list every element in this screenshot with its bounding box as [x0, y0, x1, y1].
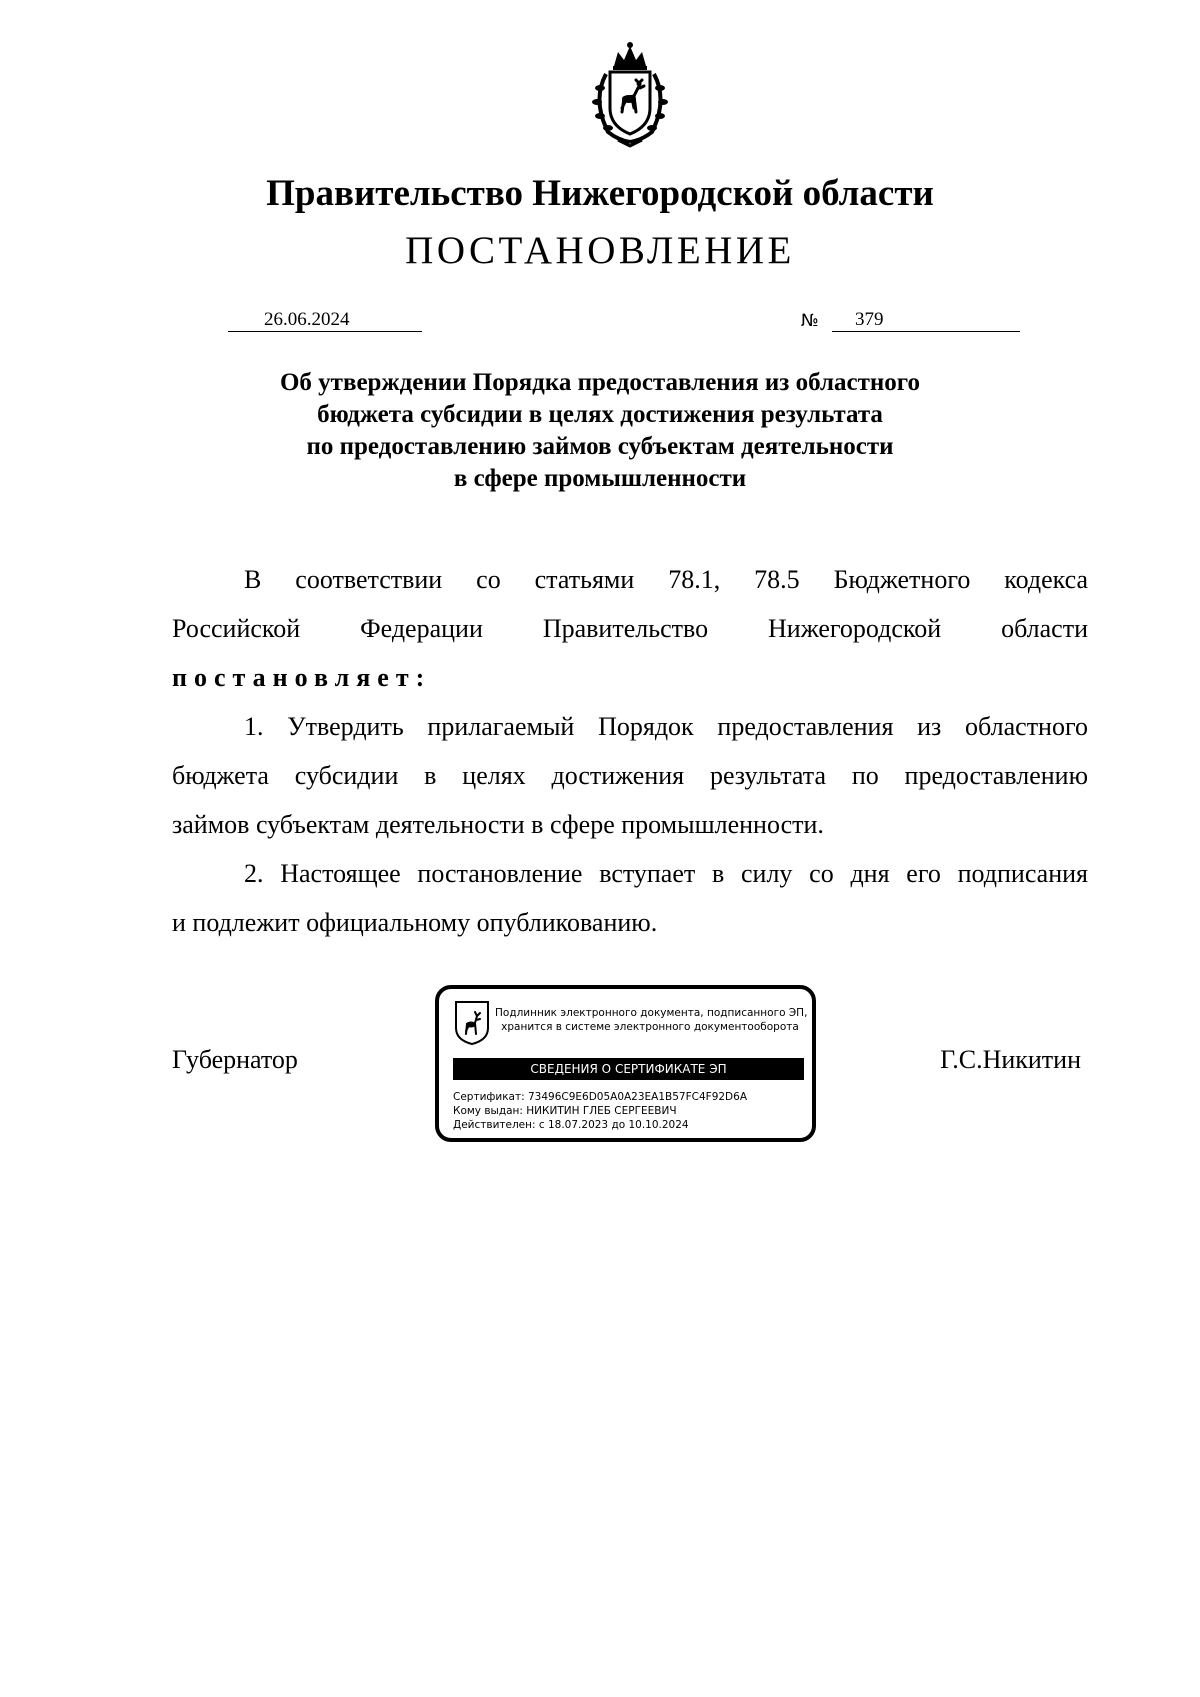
- government-title: Правительство Нижегородской области: [266, 173, 934, 214]
- signatory-position: Губернатор: [172, 1045, 298, 1074]
- document-type: ПОСТАНОВЛЕНИЕ: [405, 229, 795, 272]
- stamp-note-line: хранится в системе электронного документооборота: [501, 1021, 799, 1033]
- subject-line: бюджета субсидии в целях достижения результата: [317, 401, 883, 428]
- date-field: [228, 309, 422, 332]
- item-1-line: бюджета субсидии в целях достижения результата по предоставлению: [172, 761, 1088, 790]
- preamble-line: Российской Федерации Правительство Нижегородской области: [172, 614, 1088, 643]
- item-1-line: 1. Утвердить прилагаемый Порядок предоставления из областного: [244, 712, 1088, 741]
- item-2-line: 2. Настоящее постановление вступает в силу со дня его подписания: [244, 859, 1088, 888]
- document-body: [172, 555, 1088, 947]
- certificate-details: [453, 1090, 747, 1132]
- document-subject: [200, 367, 1000, 495]
- signatory-name: Г.С.Никитин: [940, 1045, 1081, 1074]
- coat-of-arms-icon: [578, 40, 682, 148]
- item-1-line: займов субъектам деятельности в сфере промышленности.: [172, 810, 824, 839]
- subject-line: Об утверждении Порядка предоставления из областного: [279, 369, 920, 396]
- coat-of-arms-icon: [454, 1000, 490, 1046]
- document-number: 379: [855, 309, 884, 330]
- certificate-header: СВЕДЕНИЯ О СЕРТИФИКАТЕ ЭП: [453, 1058, 804, 1080]
- stamp-note: [495, 1006, 808, 1034]
- subject-line: по предоставлению займов субъектам деятельности: [306, 433, 894, 460]
- e-signature-stamp: [435, 985, 816, 1142]
- document-date: 26.06.2024: [264, 309, 350, 330]
- certificate-owner: Кому выдан: НИКИТИН ГЛЕБ СЕРГЕЕВИЧ: [453, 1105, 677, 1117]
- subject-line: в сфере промышленности: [453, 465, 747, 492]
- certificate-validity: Действителен: с 18.07.2023 до 10.10.2024: [453, 1119, 689, 1131]
- resolves-word: постановляет:: [172, 663, 432, 692]
- preamble-line: В соответствии со статьями 78.1, 78.5 Бюджетного кодекса: [244, 565, 1088, 594]
- item-2-line: и подлежит официальному опубликованию.: [172, 908, 658, 937]
- number-sign: №: [801, 311, 819, 331]
- number-field: [832, 309, 1020, 332]
- stamp-note-line: Подлинник электронного документа, подписанного ЭП,: [495, 1007, 808, 1019]
- certificate-id: Сертификат: 73496C9E6D05A0A23EA1B57FC4F92D6A: [453, 1091, 748, 1103]
